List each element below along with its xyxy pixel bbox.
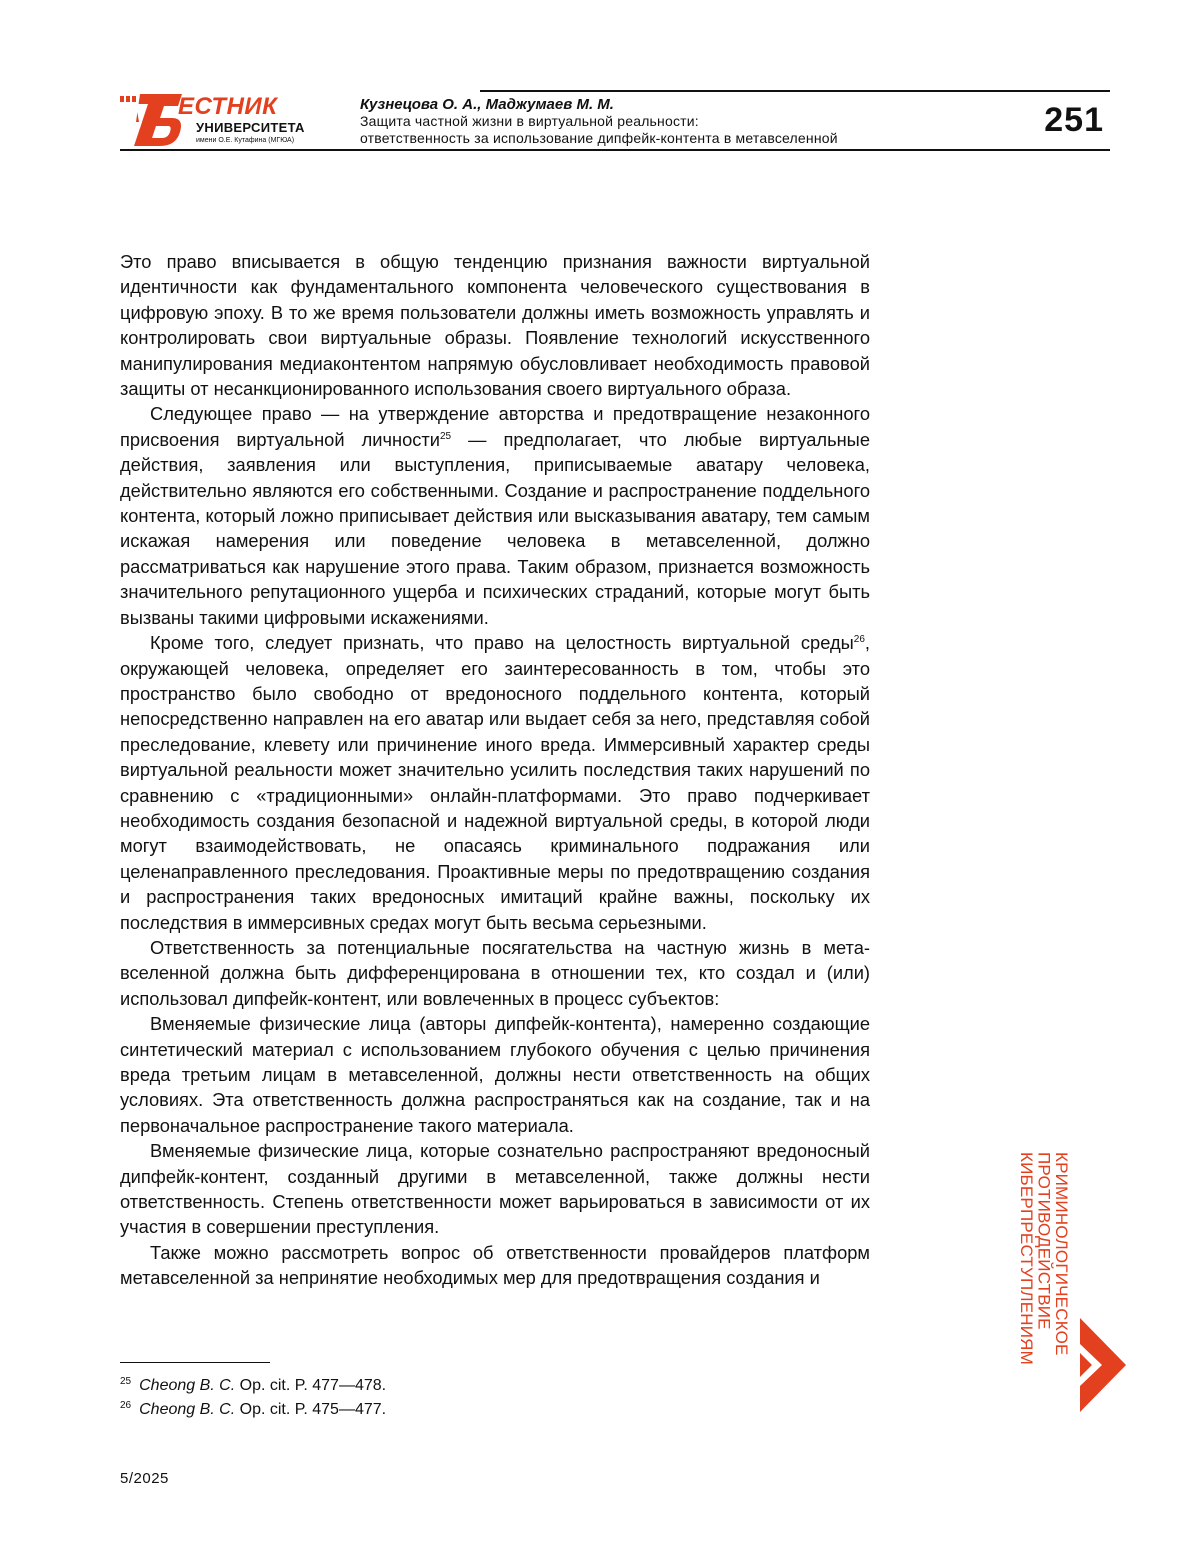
paragraph-text: Следующее право — на утверждение авторства и предотвращение незаконного присвоения виртуальной личности bbox=[120, 403, 870, 450]
article-title-line-2: ответственность за использование дипфейк-контента в метавселенной bbox=[360, 130, 838, 146]
paragraph-text: Кроме того, следует признать, что право на целостность виртуальной среды bbox=[150, 632, 854, 654]
rubric-line-2: ПРОТИВОДЕЙСТВИЕ bbox=[1034, 1152, 1054, 1330]
footnote-author: Cheong B. C. bbox=[139, 1401, 236, 1418]
header-bottom-rule bbox=[120, 149, 1110, 151]
journal-logo bbox=[120, 92, 320, 148]
page-number: 251 bbox=[1044, 101, 1104, 139]
paragraph bbox=[120, 630, 870, 935]
logo-subtitle: УНИВЕРСИТЕТА bbox=[196, 120, 305, 135]
article-authors: Кузнецова О. А., Маджумаев М. М. bbox=[360, 96, 614, 113]
article-body bbox=[120, 249, 870, 1291]
footnote bbox=[120, 1374, 870, 1398]
running-head-text bbox=[360, 96, 1000, 147]
rubric-arrow-icon bbox=[1076, 1316, 1130, 1414]
logo-title: ЕСТНИК bbox=[178, 93, 278, 120]
paragraph: Ответственность за потенциальные посягательства на частную жизнь в метавселенной должна быть дифференцирована в отношении тех, кто создал и (или) использовал дипфейк-контент, или вовлеченных в процесс субъектов: bbox=[120, 936, 870, 1009]
footnote-rule bbox=[120, 1362, 270, 1363]
article-title-line-1: Защита частной жизни в виртуальной реальности: bbox=[360, 113, 699, 129]
footnotes bbox=[120, 1374, 870, 1422]
rubric-line-3: КИБЕРПРЕСТУПЛЕНИЯМ bbox=[1017, 1152, 1036, 1365]
paragraph: Вменяемые физические лица (авторы дипфейк-контента), намеренно создающие синтетический материал с использованием глубокого обучения с целью причинения вреда третьим лицам в метавселенной, должны нести ответственность на общих условиях. Эта ответственность должна распространяться как на создание, так и на первоначальное распространение такого материала. bbox=[120, 1013, 870, 1136]
paragraph bbox=[120, 401, 870, 630]
footnote-author: Cheong B. C. bbox=[139, 1377, 236, 1394]
section-rubric bbox=[1010, 1152, 1070, 1417]
footnote-number: 25 bbox=[120, 1375, 132, 1387]
logo-university-name: имени О.Е. Кутафина (МГЮА) bbox=[196, 137, 295, 144]
paragraph: Вменяемые физические лица, которые сознательно распространяют вредоносный дипфейк-контент, созданный другими в метавселенной, также должны нести ответственность. Степень ответственности может варьироваться в зависимости от их участия в совершении преступления. bbox=[120, 1140, 870, 1238]
footnote-ref[interactable]: 25 bbox=[439, 430, 452, 442]
rubric-line-1: КРИМИНОЛОГИЧЕСКОЕ bbox=[1052, 1152, 1071, 1356]
paragraph-text: — предполагает, что любые виртуальные действия, заявления или выступления, приписываемые аватару человека, действительно являются его собственными. Создание и распространение поддельного контента, который ложно приписывает действия или высказывания аватару, тем самым искажая намерения или поведение человека в метавселенной, должно рассматриваться как нарушение этого права. Таким образом, признается возможность значительного репутационного ущерба и психических страданий, которые могут быть вызваны такими цифровыми искажениями. bbox=[120, 428, 870, 628]
paragraph: Это право вписывается в общую тенденцию признания важности виртуальной идентичности как фундаментального компонента человеческого существования в цифровую эпоху. В то же время пользователи должны иметь возможность управлять и контролировать свои виртуальные образы. Появление технологий искусственного манипулирования медиаконтентом напрямую обусловливает необходимость правовой защиты от несанкционированного использования своего виртуального образа. bbox=[120, 251, 870, 400]
running-header bbox=[120, 90, 1110, 152]
footnote-number: 26 bbox=[120, 1399, 132, 1411]
footnote-text: Op. cit. P. 475—477. bbox=[235, 1401, 387, 1418]
paragraph: Также можно рассмотреть вопрос об ответственности провайдеров платформ метавселенной за непринятие необходимых мер для предотвращения создания и bbox=[120, 1241, 870, 1289]
footnote bbox=[120, 1398, 870, 1422]
header-top-rule bbox=[480, 90, 1110, 92]
footnote-text: Op. cit. P. 477—478. bbox=[235, 1377, 387, 1394]
footnote-ref[interactable]: 26 bbox=[853, 634, 865, 645]
issue-number: 5/2025 bbox=[120, 1470, 169, 1487]
paragraph-text: , окружающей человека, определяет его заинтересованность в том, чтобы это пространство было свободно от вредоносного поддельного контента, который непосредственно направлен на его аватар или выдает себя за него, представляя собой преследование, клевету или причинение иного вреда. Иммерсивный характер среды виртуальной реальности может значительно усилить последствия таких нарушений по сравнению с «традиционными» онлайн-платформами. Это право подчеркивает необходимость создания безопасной и надежной виртуальной среды, в которой люди могут взаимодействовать, не опасаясь криминального подражания или целенаправленного преследования. Проактивные меры по предотвращению создания и распространения таких вредоносных имитаций крайне важны, поскольку их последствия в иммерсивных средах могут быть весьма серьезными. bbox=[120, 632, 870, 933]
